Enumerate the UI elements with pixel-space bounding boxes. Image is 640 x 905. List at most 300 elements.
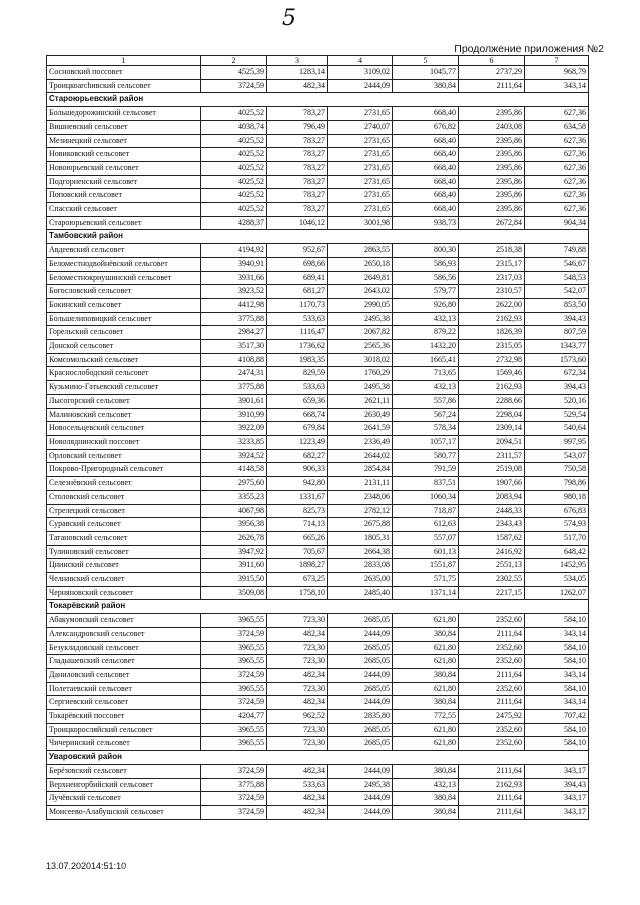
value-cell: 4108,88	[201, 353, 267, 367]
value-cell: 2348,06	[328, 490, 393, 504]
settlement-name: Новосельцевский сельсовет	[47, 422, 201, 436]
value-cell: 3965,55	[201, 682, 267, 696]
value-cell: 668,40	[393, 203, 459, 217]
value-cell: 2111,64	[459, 668, 525, 682]
value-cell: 574,93	[525, 518, 589, 532]
value-cell: 3724,59	[201, 805, 267, 819]
value-cell: 1758,10	[267, 586, 328, 600]
value-cell: 3109,02	[328, 66, 393, 80]
value-cell: 2833,08	[328, 559, 393, 573]
value-cell: 3233,85	[201, 435, 267, 449]
value-cell: 2395,86	[459, 107, 525, 121]
value-cell: 2641,59	[328, 422, 393, 436]
value-cell: 584,10	[525, 655, 589, 669]
value-cell: 2111,64	[459, 805, 525, 819]
settlement-name: Большелиповицкий сельсовет	[47, 312, 201, 326]
value-cell: 2731,65	[328, 134, 393, 148]
value-cell: 837,51	[393, 477, 459, 491]
value-cell: 2162,93	[459, 381, 525, 395]
value-cell: 482,34	[267, 627, 328, 641]
value-cell: 612,63	[393, 518, 459, 532]
value-cell: 2444,09	[328, 696, 393, 710]
value-cell: 2495,38	[328, 381, 393, 395]
value-cell: 676,82	[393, 120, 459, 134]
value-cell: 1665,41	[393, 353, 459, 367]
settlement-name: Бокинский сельсовет	[47, 298, 201, 312]
value-cell: 1283,14	[267, 66, 328, 80]
value-cell: 2315,17	[459, 257, 525, 271]
value-cell: 2782,12	[328, 504, 393, 518]
table-row	[47, 394, 589, 408]
value-cell: 2475,92	[459, 710, 525, 724]
value-cell: 3965,55	[201, 655, 267, 669]
data-table	[46, 55, 589, 820]
value-cell: 2395,86	[459, 134, 525, 148]
column-number-row	[47, 56, 589, 66]
value-cell: 2635,00	[328, 573, 393, 587]
value-cell: 3775,88	[201, 312, 267, 326]
value-cell: 2626,78	[201, 531, 267, 545]
value-cell: 800,30	[393, 244, 459, 258]
continuation-label: Продолжение приложения №2	[454, 43, 604, 55]
table-row	[47, 340, 589, 354]
table-row	[47, 573, 589, 587]
table-row	[47, 367, 589, 381]
value-cell: 2518,38	[459, 244, 525, 258]
table-row	[47, 203, 589, 217]
settlement-name: Беломестнодвойнёвский сельсовет	[47, 257, 201, 271]
value-cell: 2416,92	[459, 545, 525, 559]
value-cell: 2395,86	[459, 175, 525, 189]
value-cell: 621,80	[393, 737, 459, 751]
value-cell: 648,42	[525, 545, 589, 559]
value-cell: 723,30	[267, 655, 328, 669]
table-row	[47, 79, 589, 93]
value-cell: 783,27	[267, 134, 328, 148]
settlement-name: Лучёвский сельсовет	[47, 792, 201, 806]
value-cell: 2067,82	[328, 326, 393, 340]
district-name: Уваровский район	[47, 751, 589, 765]
settlement-name: Кузьмино-Гатьевский сельсовет	[47, 381, 201, 395]
table-row	[47, 545, 589, 559]
settlement-name: Богословский сельсовет	[47, 285, 201, 299]
value-cell: 584,10	[525, 641, 589, 655]
page-number: 5	[282, 6, 296, 31]
value-cell: 1551,87	[393, 559, 459, 573]
table-row	[47, 490, 589, 504]
value-cell: 1060,34	[393, 490, 459, 504]
value-cell: 997,95	[525, 435, 589, 449]
value-cell: 668,40	[393, 175, 459, 189]
value-cell: 2336,49	[328, 435, 393, 449]
value-cell: 3924,52	[201, 449, 267, 463]
value-cell: 3923,52	[201, 285, 267, 299]
value-cell: 1331,67	[267, 490, 328, 504]
value-cell: 627,36	[525, 203, 589, 217]
column-header: 3	[267, 56, 328, 66]
settlement-name: Подгорненский сельсовет	[47, 175, 201, 189]
value-cell: 517,70	[525, 531, 589, 545]
value-cell: 3911,60	[201, 559, 267, 573]
value-cell: 1587,62	[459, 531, 525, 545]
value-cell: 3956,38	[201, 518, 267, 532]
value-cell: 2485,40	[328, 586, 393, 600]
value-cell: 380,84	[393, 627, 459, 641]
value-cell: 627,36	[525, 175, 589, 189]
table-row	[47, 696, 589, 710]
value-cell: 4148,58	[201, 463, 267, 477]
value-cell: 723,30	[267, 723, 328, 737]
value-cell: 482,34	[267, 764, 328, 778]
value-cell: 2644,02	[328, 449, 393, 463]
value-cell: 4025,52	[201, 107, 267, 121]
value-cell: 586,56	[393, 271, 459, 285]
value-cell: 4025,52	[201, 189, 267, 203]
district-name: Токарёвский район	[47, 600, 589, 614]
value-cell: 3724,59	[201, 696, 267, 710]
value-cell: 3724,59	[201, 79, 267, 93]
table-row	[47, 614, 589, 628]
value-cell: 3724,59	[201, 668, 267, 682]
value-cell: 783,27	[267, 175, 328, 189]
value-cell: 718,87	[393, 504, 459, 518]
settlement-name: Стрелецкий сельсовет	[47, 504, 201, 518]
value-cell: 689,41	[267, 271, 328, 285]
table-row	[47, 175, 589, 189]
value-cell: 2162,93	[459, 778, 525, 792]
value-cell: 432,13	[393, 778, 459, 792]
value-cell: 432,13	[393, 312, 459, 326]
district-header-row	[47, 751, 589, 765]
value-cell: 4412,98	[201, 298, 267, 312]
value-cell: 2315,05	[459, 340, 525, 354]
district-name: Тамбовский район	[47, 230, 589, 244]
value-cell: 2310,57	[459, 285, 525, 299]
settlement-name: Чичеринский сельсовет	[47, 737, 201, 751]
value-cell: 2352,60	[459, 723, 525, 737]
table-row	[47, 586, 589, 600]
value-cell: 952,67	[267, 244, 328, 258]
settlement-name: Мезинецкий сельсовет	[47, 134, 201, 148]
table-row	[47, 668, 589, 682]
value-cell: 668,74	[267, 408, 328, 422]
value-cell: 2352,60	[459, 737, 525, 751]
value-cell: 1170,73	[267, 298, 328, 312]
value-cell: 4025,52	[201, 161, 267, 175]
value-cell: 482,34	[267, 696, 328, 710]
value-cell: 1045,77	[393, 66, 459, 80]
column-header: 4	[328, 56, 393, 66]
settlement-name: Поповский сельсовет	[47, 189, 201, 203]
value-cell: 533,63	[267, 381, 328, 395]
value-cell: 2731,65	[328, 189, 393, 203]
value-cell: 665,26	[267, 531, 328, 545]
value-cell: 2731,65	[328, 107, 393, 121]
value-cell: 2975,60	[201, 477, 267, 491]
value-cell: 380,84	[393, 805, 459, 819]
value-cell: 2519,08	[459, 463, 525, 477]
value-cell: 2403,08	[459, 120, 525, 134]
value-cell: 2622,00	[459, 298, 525, 312]
value-cell: 2448,33	[459, 504, 525, 518]
value-cell: 2395,86	[459, 161, 525, 175]
value-cell: 380,84	[393, 668, 459, 682]
value-cell: 584,10	[525, 723, 589, 737]
value-cell: 879,22	[393, 326, 459, 340]
value-cell: 3775,88	[201, 381, 267, 395]
value-cell: 4288,37	[201, 216, 267, 230]
value-cell: 2984,27	[201, 326, 267, 340]
value-cell: 343,14	[525, 696, 589, 710]
value-cell: 621,80	[393, 614, 459, 628]
value-cell: 2737,29	[459, 66, 525, 80]
value-cell: 3724,59	[201, 764, 267, 778]
value-cell: 676,83	[525, 504, 589, 518]
table-row	[47, 107, 589, 121]
value-cell: 627,36	[525, 134, 589, 148]
settlement-name: Полетаевский сельсовет	[47, 682, 201, 696]
table-row	[47, 531, 589, 545]
settlement-name: Столовский сельсовет	[47, 490, 201, 504]
value-cell: 2444,09	[328, 805, 393, 819]
value-cell: 723,30	[267, 614, 328, 628]
district-header-row	[47, 600, 589, 614]
value-cell: 1898,27	[267, 559, 328, 573]
value-cell: 542,07	[525, 285, 589, 299]
value-cell: 380,84	[393, 696, 459, 710]
value-cell: 540,64	[525, 422, 589, 436]
value-cell: 942,80	[267, 477, 328, 491]
value-cell: 2732,98	[459, 353, 525, 367]
settlement-name: Орловский сельсовет	[47, 449, 201, 463]
value-cell: 672,34	[525, 367, 589, 381]
value-cell: 4194,92	[201, 244, 267, 258]
value-cell: 807,59	[525, 326, 589, 340]
value-cell: 714,13	[267, 518, 328, 532]
settlement-name: Троицкоросляйский сельсовет	[47, 723, 201, 737]
value-cell: 2731,65	[328, 203, 393, 217]
value-cell: 750,58	[525, 463, 589, 477]
table-row	[47, 792, 589, 806]
value-cell: 2685,05	[328, 614, 393, 628]
value-cell: 621,80	[393, 682, 459, 696]
value-cell: 796,49	[267, 120, 328, 134]
value-cell: 557,86	[393, 394, 459, 408]
value-cell: 394,43	[525, 312, 589, 326]
settlement-name: Беломестнокриушинский сельсовет	[47, 271, 201, 285]
table-row	[47, 381, 589, 395]
value-cell: 601,13	[393, 545, 459, 559]
value-cell: 2395,86	[459, 189, 525, 203]
value-cell: 2863,55	[328, 244, 393, 258]
value-cell: 2650,18	[328, 257, 393, 271]
table-row	[47, 559, 589, 573]
value-cell: 1046,12	[267, 216, 328, 230]
settlement-name: Троицкоarchивский сельсовет	[47, 79, 201, 93]
value-cell: 520,16	[525, 394, 589, 408]
value-cell: 2685,05	[328, 723, 393, 737]
table-row	[47, 312, 589, 326]
column-header: 6	[459, 56, 525, 66]
value-cell: 394,43	[525, 778, 589, 792]
settlement-name: Вишневский сельсовет	[47, 120, 201, 134]
district-header-row	[47, 230, 589, 244]
table-row	[47, 504, 589, 518]
value-cell: 3931,66	[201, 271, 267, 285]
value-cell: 2111,64	[459, 764, 525, 778]
value-cell: 853,50	[525, 298, 589, 312]
value-cell: 1907,66	[459, 477, 525, 491]
value-cell: 2395,86	[459, 148, 525, 162]
value-cell: 2111,64	[459, 792, 525, 806]
value-cell: 2495,38	[328, 778, 393, 792]
table-row	[47, 271, 589, 285]
value-cell: 2672,84	[459, 216, 525, 230]
value-cell: 968,79	[525, 66, 589, 80]
settlement-name: Тулиновский сельсовет	[47, 545, 201, 559]
value-cell: 1573,60	[525, 353, 589, 367]
value-cell: 533,63	[267, 312, 328, 326]
value-cell: 3965,55	[201, 723, 267, 737]
value-cell: 962,52	[267, 710, 328, 724]
value-cell: 2343,43	[459, 518, 525, 532]
value-cell: 3940,91	[201, 257, 267, 271]
value-cell: 548,53	[525, 271, 589, 285]
value-cell: 698,66	[267, 257, 328, 271]
settlement-name: Большедорожинский сельсовет	[47, 107, 201, 121]
value-cell: 2685,05	[328, 737, 393, 751]
value-cell: 2675,88	[328, 518, 393, 532]
value-cell: 3724,59	[201, 627, 267, 641]
column-header: 5	[393, 56, 459, 66]
value-cell: 3965,55	[201, 737, 267, 751]
value-cell: 825,73	[267, 504, 328, 518]
value-cell: 533,63	[267, 778, 328, 792]
value-cell: 2309,14	[459, 422, 525, 436]
value-cell: 380,84	[393, 792, 459, 806]
table-row	[47, 463, 589, 477]
value-cell: 1371,14	[393, 586, 459, 600]
value-cell: 783,27	[267, 161, 328, 175]
value-cell: 2551,13	[459, 559, 525, 573]
table-row	[47, 353, 589, 367]
value-cell: 4025,52	[201, 134, 267, 148]
table-row	[47, 477, 589, 491]
value-cell: 2444,09	[328, 764, 393, 778]
settlement-name: Даниловский сельсовет	[47, 668, 201, 682]
value-cell: 668,40	[393, 107, 459, 121]
value-cell: 482,34	[267, 668, 328, 682]
value-cell: 798,86	[525, 477, 589, 491]
value-cell: 482,34	[267, 79, 328, 93]
value-cell: 2685,05	[328, 655, 393, 669]
value-cell: 2162,93	[459, 312, 525, 326]
value-cell: 668,40	[393, 161, 459, 175]
value-cell: 584,10	[525, 737, 589, 751]
value-cell: 482,34	[267, 805, 328, 819]
value-cell: 546,67	[525, 257, 589, 271]
value-cell: 723,30	[267, 682, 328, 696]
table-row	[47, 120, 589, 134]
table-row	[47, 627, 589, 641]
value-cell: 343,14	[525, 668, 589, 682]
value-cell: 2302,55	[459, 573, 525, 587]
settlement-name: Малиновский сельсовет	[47, 408, 201, 422]
value-cell: 2317,03	[459, 271, 525, 285]
value-cell: 2731,65	[328, 161, 393, 175]
value-cell: 343,17	[525, 764, 589, 778]
value-cell: 713,65	[393, 367, 459, 381]
value-cell: 1983,35	[267, 353, 328, 367]
value-cell: 3922,09	[201, 422, 267, 436]
settlement-name: Покрово-Пригородный сельсовет	[47, 463, 201, 477]
table-row	[47, 285, 589, 299]
value-cell: 3965,55	[201, 614, 267, 628]
value-cell: 2288,66	[459, 394, 525, 408]
value-cell: 2298,04	[459, 408, 525, 422]
value-cell: 749,88	[525, 244, 589, 258]
table-row	[47, 161, 589, 175]
settlement-name: Авдеевский сельсовет	[47, 244, 201, 258]
value-cell: 783,27	[267, 189, 328, 203]
value-cell: 2352,60	[459, 682, 525, 696]
value-cell: 829,59	[267, 367, 328, 381]
value-cell: 2495,38	[328, 312, 393, 326]
settlement-name: Абакумовский сельсовет	[47, 614, 201, 628]
value-cell: 4525,39	[201, 66, 267, 80]
value-cell: 1343,77	[525, 340, 589, 354]
table-row	[47, 805, 589, 819]
settlement-name: Татановский сельсовет	[47, 531, 201, 545]
table-row	[47, 723, 589, 737]
value-cell: 343,17	[525, 792, 589, 806]
value-cell: 586,93	[393, 257, 459, 271]
value-cell: 578,34	[393, 422, 459, 436]
value-cell: 1057,17	[393, 435, 459, 449]
value-cell: 980,18	[525, 490, 589, 504]
value-cell: 2664,38	[328, 545, 393, 559]
settlement-name: Верхнеигорбийский сельсовет	[47, 778, 201, 792]
table-row	[47, 518, 589, 532]
value-cell: 2131,11	[328, 477, 393, 491]
settlement-name: Суравский сельсовет	[47, 518, 201, 532]
settlement-name: Моисеево-Алабушский сельсовет	[47, 805, 201, 819]
table-row	[47, 710, 589, 724]
value-cell: 2685,05	[328, 641, 393, 655]
value-cell: 2217,15	[459, 586, 525, 600]
table-row	[47, 298, 589, 312]
value-cell: 791,59	[393, 463, 459, 477]
table-row	[47, 737, 589, 751]
value-cell: 2565,36	[328, 340, 393, 354]
value-cell: 380,84	[393, 764, 459, 778]
value-cell: 2444,09	[328, 627, 393, 641]
value-cell: 627,36	[525, 148, 589, 162]
value-cell: 3724,59	[201, 792, 267, 806]
column-header: 1	[47, 56, 201, 66]
value-cell: 557,07	[393, 531, 459, 545]
table-row	[47, 408, 589, 422]
settlement-name: Лысогорский сельсовет	[47, 394, 201, 408]
table-row	[47, 326, 589, 340]
settlement-name: Горельский сельсовет	[47, 326, 201, 340]
table-body	[47, 66, 589, 820]
value-cell: 679,84	[267, 422, 328, 436]
value-cell: 4025,52	[201, 148, 267, 162]
value-cell: 529,54	[525, 408, 589, 422]
table-row	[47, 216, 589, 230]
value-cell: 1805,31	[328, 531, 393, 545]
